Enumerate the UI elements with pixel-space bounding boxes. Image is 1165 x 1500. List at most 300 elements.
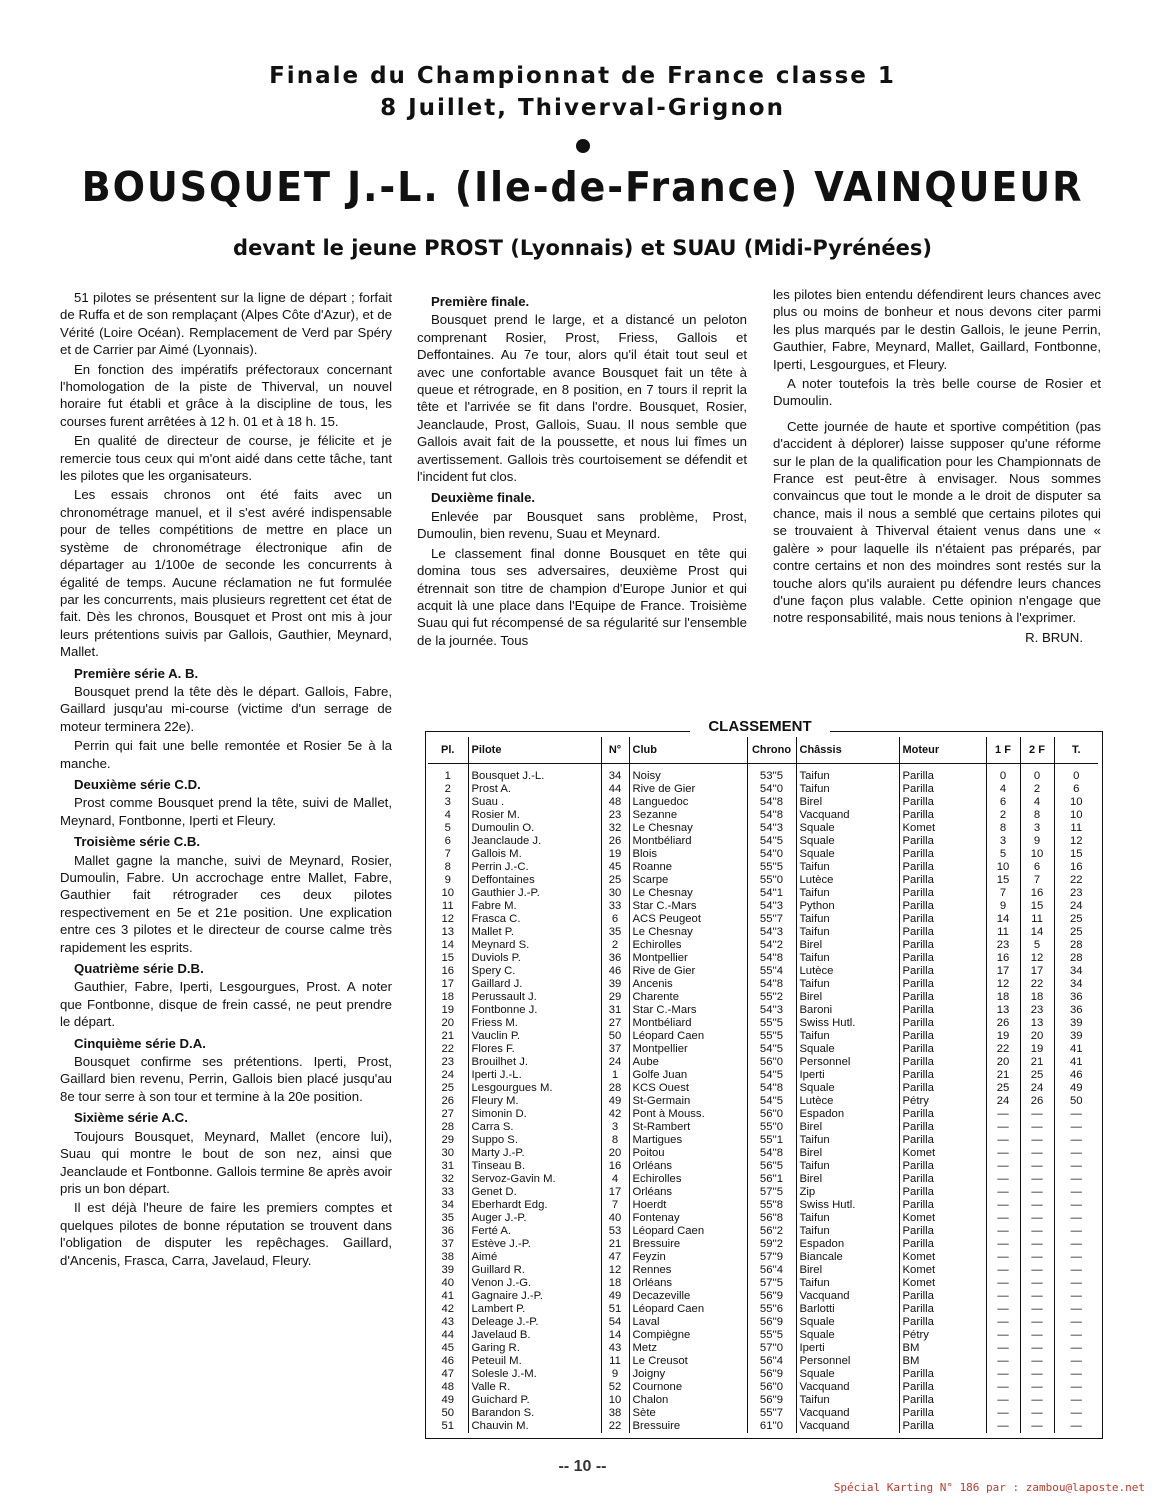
section-heading: Deuxième finale. (431, 490, 536, 506)
paragraph: En fonction des impératifs préfectoraux concernant l'homologation de la piste de Thiverval, un nouvel horaire fut établi et grâce à la discipline de tous, les courses furent arrêtées à 12 h. 01 et à 18 h. 15. (60, 361, 392, 429)
table-row (428, 991, 1098, 1004)
table-row (428, 1342, 1098, 1355)
table-cell: Bousquet J.-L. (468, 764, 601, 784)
table-cell: Iperti J.-L. (468, 1069, 601, 1082)
table-cell: 14 (441, 939, 455, 951)
table-cell: 12 (441, 913, 455, 925)
table-cell: 20 (441, 1017, 455, 1029)
table-cell: Lutèce (796, 1095, 899, 1108)
table-cell: Parilla (899, 1082, 986, 1095)
page-number: -- 10 -- (558, 1458, 607, 1475)
table-cell: 20 (986, 1056, 1020, 1069)
table-cell: 0 (986, 764, 1020, 784)
table-cell: 11 (441, 900, 454, 912)
table-cell: 53''5 (747, 764, 796, 784)
table-cell: Squale (796, 822, 899, 835)
table-cell: — (986, 1225, 1020, 1238)
paragraph: Il est déjà l'heure de faire les premiers comptes et quelques pilotes de bonne réputation se trouvent dans l'obligation de disputer les repêchages. Gaillard, d'Ancenis, Frasca, Carra, Javelaud, Fleury. (60, 1200, 392, 1268)
table-row (428, 874, 1098, 887)
table-cell: Flores F. (468, 1043, 601, 1056)
table-cell: — (1020, 1329, 1054, 1342)
section-heading: Deuxième série C.D. (74, 776, 201, 792)
table-cell: 14 (601, 1329, 629, 1342)
table-cell: Lutèce (796, 874, 899, 887)
table-cell: Komet (899, 1212, 986, 1225)
table-cell: Metz (629, 1342, 747, 1355)
table-cell: 15 (1054, 848, 1098, 861)
table-cell: 9 (444, 874, 451, 886)
table-cell: Perrin J.-C. (468, 861, 601, 874)
table-cell: 16 (601, 1160, 629, 1173)
paragraph: Prost comme Bousquet prend la tête, suivi de Mallet, Meynard, Fontbonne, Iperti et Fleury. (60, 795, 392, 828)
table-cell: — (1054, 1381, 1098, 1394)
table-row (428, 1017, 1098, 1030)
table-cell: ACS Peugeot (629, 913, 747, 926)
table-cell: 7 (601, 1199, 629, 1212)
table-cell: Bressuire (629, 1420, 747, 1433)
paragraph: En qualité de directeur de course, je félicite et je remercie tous ceux qui m'ont aidé dans cette tâche, tant les pilotes que les organisateurs. (60, 433, 392, 484)
table-cell: — (986, 1147, 1020, 1160)
table-cell: Lesgourgues M. (468, 1082, 601, 1095)
table-cell: 25 (441, 1082, 455, 1094)
table-cell: 57''9 (747, 1251, 796, 1264)
table-row (428, 1251, 1098, 1264)
table-cell: 55''0 (747, 874, 796, 887)
table-cell: Carra S. (468, 1121, 601, 1134)
table-cell: — (1054, 1316, 1098, 1329)
table-cell: 2 (986, 809, 1020, 822)
table-cell: 30 (601, 887, 629, 900)
table-cell: — (1020, 1134, 1054, 1147)
table-cell: 12 (1054, 835, 1098, 848)
table-cell: 53 (601, 1225, 629, 1238)
table-cell: Genet D. (468, 1186, 601, 1199)
table-cell: 54''5 (747, 1095, 796, 1108)
table-cell: 56''0 (747, 1381, 796, 1394)
table-cell: Scarpe (629, 874, 747, 887)
table-cell: 7 (1020, 874, 1054, 887)
table-cell: 1 (601, 1069, 629, 1082)
section-heading: Quatrième série D.B. (74, 961, 204, 977)
table-cell: 42 (601, 1108, 629, 1121)
table-cell: 24 (441, 1069, 455, 1081)
table-cell: Echirolles (629, 1173, 747, 1186)
table-cell: Orléans (629, 1160, 747, 1173)
table-cell: 28 (1054, 939, 1098, 952)
table-cell: Brouilhet J. (468, 1056, 601, 1069)
table-cell: Le Chesnay (629, 822, 747, 835)
table-cell: 39 (1054, 1017, 1098, 1030)
table-cell: Aube (629, 1056, 747, 1069)
table-cell: Parilla (899, 796, 986, 809)
table-cell: 26 (986, 1017, 1020, 1030)
table-cell: 27 (601, 1017, 629, 1030)
table-cell: — (986, 1290, 1020, 1303)
table-cell: 2 (601, 939, 629, 952)
table-cell: Birel (796, 1173, 899, 1186)
table-cell: Marty J.-P. (468, 1147, 601, 1160)
table-cell: Gaillard J. (468, 978, 601, 991)
table-cell: — (1020, 1368, 1054, 1381)
table-cell: 36 (1054, 1004, 1098, 1017)
table-cell: 54''0 (747, 783, 796, 796)
table-cell: — (986, 1173, 1020, 1186)
table-cell: Peteuil M. (468, 1355, 601, 1368)
table-cell: — (1020, 1212, 1054, 1225)
table-cell: Guichard P. (468, 1394, 601, 1407)
table-row (428, 861, 1098, 874)
table-row (428, 848, 1098, 861)
table-cell: 37 (441, 1238, 455, 1250)
table-cell: Parilla (899, 874, 986, 887)
table-cell: Parilla (899, 965, 986, 978)
paragraph: Cette journée de haute et sportive compétition (pas d'accident à déplorer) laisse supposer qu'une réforme sur le plan de la qualification pour les Championnats de France est peut-être à envisager. Nous sommes convaincus que tout le monde a le droit de disputer sa chance, mais il nous a semblé que certains pilotes qui se trouvaient à Thiverval étaient venus dans une « galère » pour laquelle ils n'étaient pas préparés, par contre certains et non des moindres sont restés sur la touche alors qu'ils auraient pu défendre leurs chances d'une façon plus valable. Cette opinion n'engage que notre responsabilité, mais nous tenions à l'exprimer. (773, 418, 1101, 626)
table-cell: 61''0 (747, 1420, 796, 1433)
table-cell: Jeanclaude J. (468, 835, 601, 848)
table-row (428, 900, 1098, 913)
table-cell: 23 (601, 809, 629, 822)
table-cell: Biancale (796, 1251, 899, 1264)
table-cell: 54''8 (747, 1147, 796, 1160)
table-cell: 22 (601, 1420, 629, 1433)
table-cell: 36 (441, 1225, 455, 1237)
table-cell: 3 (601, 1121, 629, 1134)
table-cell: 34 (441, 1199, 455, 1211)
table-cell: Ferté A. (468, 1225, 601, 1238)
table-cell: 18 (986, 991, 1020, 1004)
table-cell: — (1054, 1264, 1098, 1277)
table-cell: Javelaud B. (468, 1329, 601, 1342)
table-row (428, 1264, 1098, 1277)
table-cell: 7 (444, 848, 451, 860)
table-cell: 24 (601, 1056, 629, 1069)
table-cell: 13 (986, 1004, 1020, 1017)
section-heading: Première finale. (431, 294, 530, 309)
table-cell: — (1054, 1238, 1098, 1251)
table-cell: Parilla (899, 1238, 986, 1251)
table-cell: 28 (1054, 952, 1098, 965)
table-row (428, 1277, 1098, 1290)
section-heading: Cinquième série D.A. (74, 1035, 206, 1051)
table-cell: 14 (1020, 926, 1054, 939)
table-cell: 54''8 (747, 1082, 796, 1095)
table-cell: 5 (444, 822, 451, 834)
table-cell: 19 (441, 1004, 455, 1016)
table-cell: — (986, 1329, 1020, 1342)
table-cell: — (986, 1186, 1020, 1199)
main-title: BOUSQUET J.-L. (Ile-de-France) VAINQUEUR (81, 163, 1084, 211)
table-cell: — (1054, 1186, 1098, 1199)
table-cell: Parilla (899, 1381, 986, 1394)
table-cell: — (986, 1108, 1020, 1121)
table-cell: 14 (986, 913, 1020, 926)
table-cell: 49 (601, 1290, 629, 1303)
table-cell: 2 (444, 783, 451, 795)
table-cell: 47 (441, 1368, 455, 1380)
table-cell: 0 (1054, 764, 1098, 784)
table-cell: Taifun (796, 913, 899, 926)
table-row (428, 887, 1098, 900)
table-cell: Eberhardt Edg. (468, 1199, 601, 1212)
table-cell: Taifun (796, 978, 899, 991)
table-cell: Parilla (899, 1134, 986, 1147)
table-cell: 56''5 (747, 1160, 796, 1173)
table-cell: — (1054, 1134, 1098, 1147)
table-cell: — (1054, 1394, 1098, 1407)
table-cell: 34 (1054, 978, 1098, 991)
table-cell: Parilla (899, 1056, 986, 1069)
table-cell: 0 (1020, 764, 1054, 784)
table-cell: Parilla (899, 1420, 986, 1433)
table-cell: Gagnaire J.-P. (468, 1290, 601, 1303)
table-cell: Lutèce (796, 965, 899, 978)
table-cell: Parilla (899, 887, 986, 900)
table-cell: 54''2 (747, 939, 796, 952)
table-cell: Taifun (796, 1134, 899, 1147)
table-cell: Guillard R. (468, 1264, 601, 1277)
paragraph: Bousquet prend le large, et a distancé un peloton comprenant Rosier, Prost, Friess, Gallois et Deffontaines. Au 7e tour, alors qu'il était tout seul et avec une confortable avance Bousquet fait un tête à queue et rétrograde, en 8 position, en 7 tours il reprit la tête et l'arrivée se fit dans l'ordre. Bousquet, Rosier, Jeanclaude, Prost, Gallois, Suau. Il nous semble que Gallois avait fait de la poussette, et nous lui fîmes un avertissement. Gallois très courtoisement se défendit et l'incident fut clos. (417, 312, 747, 485)
table-cell: 10 (601, 1394, 629, 1407)
table-cell: Pont à Mouss. (629, 1108, 747, 1121)
table-cell: 21 (1020, 1056, 1054, 1069)
table-cell: — (986, 1368, 1020, 1381)
table-row (428, 796, 1098, 809)
table-cell: Rosier M. (468, 809, 601, 822)
section-heading: Sixième série A.C. (74, 1110, 188, 1126)
table-cell: — (1054, 1420, 1098, 1433)
table-cell: 45 (601, 861, 629, 874)
table-cell: Fleury M. (468, 1095, 601, 1108)
table-cell: 26 (601, 835, 629, 848)
table-cell: — (1020, 1316, 1054, 1329)
table-cell: Komet (899, 1277, 986, 1290)
table-cell: 6 (986, 796, 1020, 809)
table-cell: — (1054, 1121, 1098, 1134)
table-cell: — (986, 1199, 1020, 1212)
table-cell: Deffontaines (468, 874, 601, 887)
table-cell: 3 (1020, 822, 1054, 835)
table-cell: Parilla (899, 783, 986, 796)
table-cell: 54''8 (747, 952, 796, 965)
table-cell: Montpellier (629, 952, 747, 965)
table-cell: 54''5 (747, 1043, 796, 1056)
table-row (428, 1355, 1098, 1368)
table-cell: Parilla (899, 1069, 986, 1082)
table-cell: Parilla (899, 913, 986, 926)
table-cell: 7 (986, 887, 1020, 900)
table-cell: Iperti (796, 1342, 899, 1355)
header-line-2: 8 Juillet, Thiverval-Grignon (380, 95, 785, 121)
table-row (428, 965, 1098, 978)
table-row (428, 783, 1098, 796)
table-cell: 56''9 (747, 1368, 796, 1381)
table-cell: 54''8 (747, 796, 796, 809)
table-row (428, 1199, 1098, 1212)
table-cell: 21 (441, 1030, 455, 1042)
paragraph: Toujours Bousquet, Meynard, Mallet (encore lui), Suau qui montre le bout de son nez, ainsi que Jeanclaude et Fontbonne. Gallois termine 8e après avoir pris un bon départ. (60, 1128, 392, 1196)
table-cell: Montbéliard (629, 1017, 747, 1030)
table-cell: Zip (796, 1186, 899, 1199)
table-cell: 56''9 (747, 1316, 796, 1329)
table-cell: Baroni (796, 1004, 899, 1017)
header-line-1: Finale du Championnat de France classe 1 (269, 63, 896, 89)
table-cell: Montbéliard (629, 835, 747, 848)
table-cell: St-Rambert (629, 1121, 747, 1134)
table-cell: 39 (601, 978, 629, 991)
table-cell: 57''0 (747, 1342, 796, 1355)
table-cell: Feyzin (629, 1251, 747, 1264)
table-cell: — (1020, 1160, 1054, 1173)
table-cell: Squale (796, 848, 899, 861)
table-cell: 23 (441, 1056, 455, 1068)
table-cell: Bressuire (629, 1238, 747, 1251)
table-cell: Parilla (899, 1173, 986, 1186)
table-cell: 56''9 (747, 1394, 796, 1407)
table-cell: Squale (796, 1082, 899, 1095)
table-cell: 56''4 (747, 1355, 796, 1368)
table-cell: Fabre M. (468, 900, 601, 913)
table-cell: 32 (441, 1173, 455, 1185)
table-cell: 9 (601, 1368, 629, 1381)
table-cell: Pétry (899, 1095, 986, 1108)
table-row (428, 1160, 1098, 1173)
table-cell: 55''5 (747, 1329, 796, 1342)
col-header: 2 F (1020, 737, 1054, 764)
table-cell: 15 (986, 874, 1020, 887)
table-row (428, 1043, 1098, 1056)
table-cell: — (1054, 1160, 1098, 1173)
table-cell: 48 (601, 796, 629, 809)
footer-credit: Spécial Karting N° 186 par : zambou@laposte.net (833, 1481, 1145, 1494)
table-cell: 24 (1020, 1082, 1054, 1095)
table-cell: — (986, 1212, 1020, 1225)
table-cell: Compiègne (629, 1329, 747, 1342)
table-cell: 55''4 (747, 965, 796, 978)
table-cell: Valle R. (468, 1381, 601, 1394)
table-row (428, 835, 1098, 848)
table-cell: Star C.-Mars (629, 900, 747, 913)
table-cell: Rive de Gier (629, 965, 747, 978)
table-cell: 2 (1020, 783, 1054, 796)
table-cell: — (1020, 1225, 1054, 1238)
col-header: 1 F (986, 737, 1020, 764)
table-cell: Parilla (899, 1121, 986, 1134)
table-cell: Parilla (899, 764, 986, 784)
table-cell: Noisy (629, 764, 747, 784)
table-cell: Parilla (899, 1017, 986, 1030)
table-cell: — (986, 1160, 1020, 1173)
table-cell: 6 (1020, 861, 1054, 874)
table-cell: 10 (1020, 848, 1054, 861)
table-cell: — (1054, 1342, 1098, 1355)
table-cell: Parilla (899, 861, 986, 874)
table-cell: 23 (1054, 887, 1098, 900)
table-cell: 55''5 (747, 1030, 796, 1043)
table-cell: 11 (1020, 913, 1054, 926)
table-cell: 49 (1054, 1082, 1098, 1095)
table-cell: 16 (986, 952, 1020, 965)
table-row (428, 1407, 1098, 1420)
table-cell: 23 (986, 939, 1020, 952)
table-row (428, 1069, 1098, 1082)
table-cell: Decazeville (629, 1290, 747, 1303)
table-cell: 6 (601, 913, 629, 926)
table-cell: 59''2 (747, 1238, 796, 1251)
table-cell: Vauclin P. (468, 1030, 601, 1043)
table-cell: Parilla (899, 939, 986, 952)
article-column-2 (417, 289, 747, 651)
table-cell: — (1054, 1147, 1098, 1160)
table-cell: Chauvin M. (468, 1420, 601, 1433)
results-table (428, 737, 1098, 1433)
table-cell: — (1020, 1264, 1054, 1277)
table-cell: 8 (444, 861, 451, 873)
table-row (428, 764, 1098, 784)
table-cell: 56''2 (747, 1225, 796, 1238)
table-row (428, 1186, 1098, 1199)
table-cell: 22 (1054, 874, 1098, 887)
table-cell: Lambert P. (468, 1303, 601, 1316)
table-cell: Duviols P. (468, 952, 601, 965)
table-row (428, 1238, 1098, 1251)
table-cell: — (986, 1277, 1020, 1290)
table-cell: 38 (601, 1407, 629, 1420)
paragraph: Perrin qui fait une belle remontée et Rosier 5e à la manche. (60, 738, 392, 771)
table-cell: 19 (601, 848, 629, 861)
table-cell: 10 (986, 861, 1020, 874)
table-cell: 44 (441, 1329, 455, 1341)
table-cell: 55''6 (747, 1303, 796, 1316)
table-cell: 43 (441, 1316, 455, 1328)
table-row (428, 1121, 1098, 1134)
table-cell: Le Creusot (629, 1355, 747, 1368)
table-cell: Parilla (899, 1394, 986, 1407)
table-row (428, 1212, 1098, 1225)
table-cell: Python (796, 900, 899, 913)
table-cell: Squale (796, 1043, 899, 1056)
table-cell: Parilla (899, 1407, 986, 1420)
table-cell: Joigny (629, 1368, 747, 1381)
table-cell: Taifun (796, 1212, 899, 1225)
table-cell: Parilla (899, 848, 986, 861)
table-row (428, 1082, 1098, 1095)
table-cell: 51 (601, 1303, 629, 1316)
table-cell: 16 (441, 965, 455, 977)
table-cell: 40 (441, 1277, 455, 1289)
table-cell: Vacquand (796, 1407, 899, 1420)
table-cell: — (986, 1355, 1020, 1368)
table-cell: Parilla (899, 1186, 986, 1199)
table-cell: — (1054, 1199, 1098, 1212)
table-cell: Laval (629, 1316, 747, 1329)
table-cell: 13 (1020, 1017, 1054, 1030)
table-cell: 3 (986, 835, 1020, 848)
table-cell: Languedoc (629, 796, 747, 809)
table-cell: Meynard S. (468, 939, 601, 952)
table-row (428, 1420, 1098, 1433)
table-cell: Taifun (796, 764, 899, 784)
table-cell: — (986, 1420, 1020, 1433)
table-cell: Rennes (629, 1264, 747, 1277)
table-cell: Parilla (899, 1108, 986, 1121)
table-cell: 11 (601, 1355, 629, 1368)
table-cell: 55''5 (747, 861, 796, 874)
table-cell: Parilla (899, 1160, 986, 1173)
table-cell: Swiss Hutl. (796, 1017, 899, 1030)
table-cell: 18 (1020, 991, 1054, 1004)
table-cell: 54''8 (747, 978, 796, 991)
table-cell: 54 (601, 1316, 629, 1329)
